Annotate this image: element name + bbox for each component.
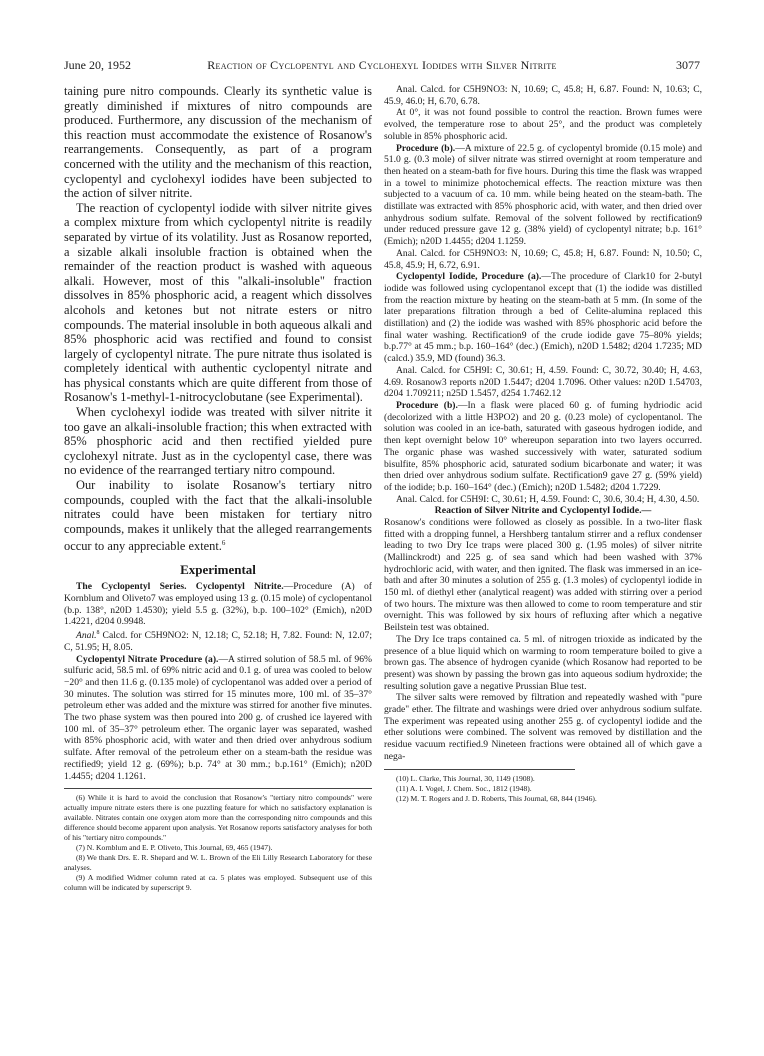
reaction-heading: Reaction of Silver Nitrite and Cyclopentyl Iodide.— xyxy=(434,505,652,517)
analysis-nitrite xyxy=(64,628,372,654)
footnote-10: (10) L. Clarke, This Journal, 30, 1149 (1908). xyxy=(396,773,535,783)
left-column xyxy=(64,84,372,893)
intro-paragraph: taining pure nitro compounds. Clearly its synthetic value is greatly diminished if mixtures of nitro compounds are produced. Furthermore, any discussion of the mechanism of this reaction must accommodate the existence of Rosanow's rearrangements. Consequently, as part of a program concerned with the utility and the mechanism of this reaction, cyclopentyl and cyclohexyl iodides have been subjected to the action of silver nitrite. xyxy=(64,84,372,201)
page-number: 3077 xyxy=(676,58,700,72)
footnote-11: (11) A. I. Vogel, J. Chem. Soc., 1812 (1948). xyxy=(396,783,532,793)
analysis-iodide-2: Anal. Calcd. for C5H9I: C, 30.61; H, 4.59. Found: C, 30.6, 30.4; H, 4.30, 4.50. xyxy=(396,493,700,505)
iodide-procedure-b-heading: Procedure (b). xyxy=(396,399,458,411)
iodide-procedure-b-text: —In a flask were placed 60 g. of fuming hydriodic acid (decolorized with a little H3PO2) and 20 g. (0.23 mole) of cyclopentanol. The solution was cooled in an ice-bath, saturated with gaseous hydrogen iodide, and then kept overnight below 10° whereupon separation into two layers occurred. The organic phase was washed successively with water, saturated sodium bisulfite, 85% phosphoric acid, saturated sodium bicarbonate and water; it was then dried over anhydrous sodium sulfate. Rectification9 gave 27 g. (59% yield) of the iodide; b.p. 160–164° (dec.) (Emich); n20D 1.5482; d204 1.7229. xyxy=(384,399,702,493)
cyclopentyl-nitrite-text: —Procedure (A) of Kornblum and Oliveto7 was employed using 13 g. (0.15 mole) of cyclopentanol (b.p. 138°, n20D 1.4530); yield 5.5 g. (32%), b.p. 100–102° (Emich), n20D 1.4221, d204 0.9948. xyxy=(64,581,373,628)
iodide-procedure-a-text: —The procedure of Clark10 for 2-butyl iodide was followed using cyclopentanol except that (1) the iodide was distilled from the reaction mixture by heating on the steam-bath at 5 mm. (In some of the later preparations filtration through a bed of Celite-alumina replaced this distillation) and (2) the iodide was washed with 85% phosphoric acid before the final water washing. Rectification9 of the crude iodide gave 75–80% yields; b.p.77° at 45 mm.; b.p. 160–164° (dec.) (Emich), n20D 1.5482; d204 1.7235; MD (calcd.) 35.9, MD (found) 36.3. xyxy=(384,271,703,365)
footnote-9: (9) A modified Widmer column rated at ca. 5 plates was employed. Subsequent use of this column will be indicated by superscript 9. xyxy=(64,873,372,893)
footnote-rule xyxy=(64,788,372,789)
iodide-procedure-a-heading: Cyclopentyl Iodide, Procedure (a). xyxy=(396,271,542,283)
footnote-rule-right xyxy=(384,769,575,770)
cyclopentyl-nitrite-heading: The Cyclopentyl Series. Cyclopentyl Nitrite. xyxy=(76,581,284,593)
conclusion-text: Our inability to isolate Rosanow's tertiary nitro compounds, coupled with the fact that the alkali-insoluble nitrates could have been mistaken for tertiary nitro compounds, makes it unlikely that the alleged rearrangements occur to any appreciable extent. xyxy=(64,478,372,554)
header-date: June 20, 1952 xyxy=(64,58,131,72)
anal-label: Anal. xyxy=(76,630,97,642)
nitrate-procedure-a-heading: Cyclopentyl Nitrate Procedure (a). xyxy=(76,653,219,665)
iodide-procedure-a xyxy=(384,271,702,365)
body-paragraph-cyclohexyl: When cyclohexyl iodide was treated with silver nitrite it too gave an alkali-insoluble fraction; this when extracted with 85% phosphoric acid and then rectified yielded pure cyclohexyl nitrate. Just as in the cyclopentyl case, there was no evidence of the rearranged tertiary nitro compound. xyxy=(64,405,372,478)
body-paragraph-conclusion xyxy=(64,478,372,554)
reaction-paragraph: Rosanow's conditions were followed as closely as possible. In a two-liter flask fitted with a dropping funnel, a Hershberg tantalum stirrer and a reflux condenser leading to two Dry Ice traps were placed 300 g. (1.95 moles) of silver nitrite (Mallinckrodt) and 225 g. of sea sand which had been washed with 37% hydrochloric acid, with water, and then ignited. The flask was immersed in an ice-bath and after 30 minutes a solution of 255 g. (1.3 moles) of cyclopentyl iodide in 150 ml. of diethyl ether (analytical reagent) was added with stirring over a period of two hours. The mixture was then allowed to come to room temperature and stir overnight. This was followed by six hours of refluxing after which a negative Beilstein test was obtained. xyxy=(384,516,702,634)
page-header xyxy=(64,56,700,74)
footnote-6: (6) While it is hard to avoid the conclusion that Rosanow's "tertiary nitro compounds" were actually impure nitrate esters there is one puzzling feature for which no satisfactory explanation is available. Nitrates contain one oxygen atom more than the corresponding nitro compounds and this difference should become apparent upon analysis. Yet Rosanow reports satisfactory analyses for both of his "tertiary nitro compounds." xyxy=(64,793,372,843)
analysis-iodide-1: Anal. Calcd. for C5H9I: C, 30.61; H, 4.59. Found: C, 30.72, 30.40; H, 4.63, 4.69. Rosanow3 reports n20D 1.5447; d204 1.7096. Other values: n20D 1.54703, d204 1.709211; n25D 1.5457, d254 1.7462.12 xyxy=(384,364,702,400)
iodide-procedure-b xyxy=(384,400,702,494)
anal-text: Calcd. for C5H9NO2: N, 12.18; C, 52.18; H, 7.82. Found: N, 12.07; C, 51.95; H, 8.05. xyxy=(64,630,372,653)
nitrate-procedure-a xyxy=(64,654,372,783)
cyclopentyl-nitrite-paragraph xyxy=(64,581,372,628)
at-zero-paragraph: At 0°, it was not found possible to control the reaction. Brown fumes were evolved, the temperature rose to about 25°, and the product was completely soluble in 85% phosphoric acid. xyxy=(384,107,702,142)
analysis-nitrate-2: Anal. Calcd. for C5H9NO3: N, 10.69; C, 45.8; H, 6.87. Found: N, 10.50; C, 45.8, 45.9; H, 6.72, 6.91. xyxy=(384,247,702,271)
right-column xyxy=(384,84,702,804)
dry-ice-paragraph: The Dry Ice traps contained ca. 5 ml. of nitrogen trioxide as indicated by the presence of a blue liquid which on warming to room temperature boiled to give a brown gas. The absence of hydrogen cyanide (which Rosanow had reported to be present) was shown by passing the brown gas into aqueous sodium hydroxide; the resulting solution gave a negative Prussian Blue test. xyxy=(384,633,702,692)
experimental-heading: Experimental xyxy=(180,562,256,578)
analysis-nitrate-1: Anal. Calcd. for C5H9NO3: N, 10.69; C, 45.8; H, 6.87. Found: N, 10.63; C, 45.9, 46.0; H, 6.70, 6.78. xyxy=(384,84,702,107)
footnote-7: (7) N. Kornblum and E. P. Oliveto, This Journal, 69, 465 (1947). xyxy=(76,843,273,853)
nitrate-procedure-b-text: —A mixture of 22.5 g. of cyclopentyl bromide (0.15 mole) and 51.0 g. (0.3 mole) of silver nitrate was stirred overnight at room temperature and then heated on a steam-bath for five hours. During this time the flask was wrapped in a towel to minimize photochemical effects. The reaction mixture was then subjected to a vacuum of ca. 10 mm. while being heated on the steam-bath. The distillate was extracted with 85% phosphoric acid, with water, and then dried over anhydrous sodium sulfate. Removal of the solvent followed by rectification9 under reduced pressure gave 12 g. (38% yield) of cyclopentyl nitrate; b.p. 161° (Emich); n20D 1.4455; d204 1.1259. xyxy=(384,142,702,248)
nitrate-procedure-a-text: —A stirred solution of 58.5 ml. of 96% sulfuric acid, 58.5 ml. of 69% nitric acid and 0.1 g. of urea was cooled to below −20° and then 11.6 g. (0.135 mole) of cyclopentanol was added over a period of 30 minutes. The solution was stirred for 15 minutes more, 100 ml. of 35–37° petroleum ether was added and the mixture was stirred for another five minutes. The two phase system was then poured into 200 g. of crushed ice layered with 100 ml. of 35–37° petroleum ether. The organic layer was separated, washed with 85% phosphoric acid, with water and then dried over anhydrous sodium sulfate. After removal of the petroleum ether on a steam-bath the residue was rectified9; yield 12 g. (69%); b.p. 74° at 30 mm.; b.p.161° (Emich); n20D 1.4455; d204 1.1261. xyxy=(64,653,372,782)
silver-salts-paragraph: The silver salts were removed by filtration and repeatedly washed with "pure grade" ether. The filtrate and washings were dried over anhydrous sodium sulfate. The experiment was repeated using another 255 g. of cyclopentyl iodide and the ether solutions were combined. The solvent was removed by distillation and the residue vacuum rectified.9 Nineteen fractions were obtained all of which gave a nega- xyxy=(384,692,702,762)
running-title: Reaction of Cyclopentyl and Cyclohexyl Iodides with Silver Nitrite xyxy=(207,58,557,72)
footnote-8: (8) We thank Drs. E. R. Shepard and W. L. Brown of the Eli Lilly Research Laboratory for these analyses. xyxy=(64,853,372,873)
footnote-12: (12) M. T. Rogers and J. D. Roberts, This Journal, 68, 844 (1946). xyxy=(396,793,597,803)
nitrate-procedure-b xyxy=(384,143,702,248)
body-paragraph-cyclopentyl: The reaction of cyclopentyl iodide with silver nitrite gives a complex mixture from which cyclopentyl nitrite is readily separated by virtue of its volatility. Just as Rosanow reported, a sizable alkali insoluble fraction is obtained when the remainder of the reaction product is washed with aqueous alkali. However, most of this "alkali-insoluble" fraction dissolves in 85% phosphoric acid, a reagent which dissolves alcohols and ketones but not nitrate esters or nitro compounds. The material insoluble in both aqueous alkali and 85% phosphoric acid was rectified and found to consist largely of cyclopentyl nitrate. The pure nitrate thus isolated is completely identical with authentic cyclopentyl nitrate and has physical constants which are quite different from those of Rosanow's 1-methyl-1-nitrocyclobutane (see Experimental). xyxy=(64,200,372,405)
footnote-ref-6: 6 xyxy=(221,539,226,548)
nitrate-procedure-b-heading: Procedure (b). xyxy=(396,142,456,154)
footnote-ref-8: 8 xyxy=(96,629,100,636)
